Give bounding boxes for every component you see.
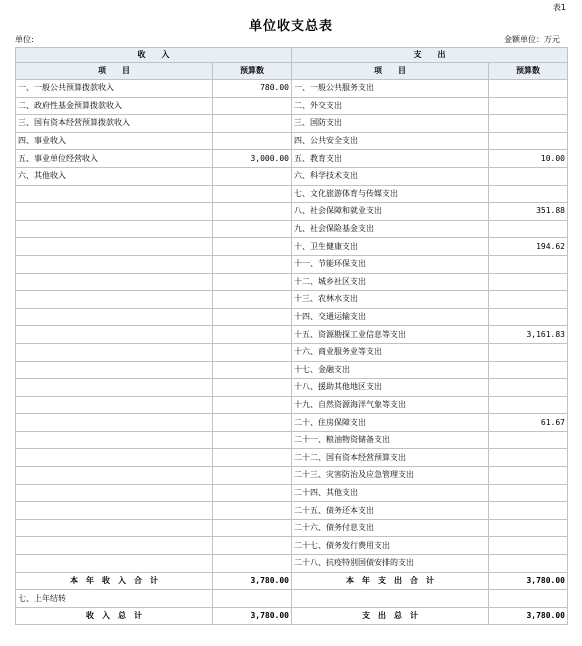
table-row <box>16 361 568 379</box>
income-budget-cell <box>213 132 292 150</box>
expense-item-cell: 二十七、债务发行费用支出 <box>292 537 489 555</box>
income-item-cell <box>16 519 213 537</box>
header-row-sections <box>16 48 568 63</box>
income-item-cell <box>16 467 213 485</box>
expense-budget-cell <box>489 361 568 379</box>
income-item-cell <box>16 203 213 221</box>
income-budget-cell <box>213 115 292 133</box>
income-item-cell <box>16 273 213 291</box>
expense-item-cell: 二、外交支出 <box>292 97 489 115</box>
table-row <box>16 167 568 185</box>
expense-item-cell: 八、社会保障和就业支出 <box>292 203 489 221</box>
table-row <box>16 273 568 291</box>
expense-item-cell: 九、社会保险基金支出 <box>292 220 489 238</box>
expense-item-cell: 十二、城乡社区支出 <box>292 273 489 291</box>
expense-item-cell: 二十四、其他支出 <box>292 484 489 502</box>
income-item-cell <box>16 308 213 326</box>
carryover-value <box>213 590 292 608</box>
table-row <box>16 484 568 502</box>
expense-grand-total-value: 3,780.00 <box>489 607 568 625</box>
expense-budget-cell <box>489 502 568 520</box>
expense-item-cell: 十七、金融支出 <box>292 361 489 379</box>
income-budget-cell <box>213 467 292 485</box>
expense-budget-cell: 61.67 <box>489 414 568 432</box>
income-budget-header: 预算数 <box>213 63 292 80</box>
income-item-cell <box>16 396 213 414</box>
table-row <box>16 97 568 115</box>
income-item-cell <box>16 326 213 344</box>
table-row <box>16 185 568 203</box>
expense-item-cell: 十三、农林水支出 <box>292 291 489 309</box>
expense-item-cell: 十一、节能环保支出 <box>292 255 489 273</box>
income-budget-cell <box>213 203 292 221</box>
income-item-cell: 一、一般公共预算拨款收入 <box>16 80 213 98</box>
income-budget-cell <box>213 379 292 397</box>
income-item-cell <box>16 431 213 449</box>
page-title: 单位收支总表 <box>248 19 333 34</box>
expense-item-cell: 二十、住房保障支出 <box>292 414 489 432</box>
income-item-cell <box>16 220 213 238</box>
income-budget-cell <box>213 396 292 414</box>
table-body <box>16 80 568 573</box>
income-budget-cell <box>213 431 292 449</box>
table-row <box>16 431 568 449</box>
income-budget-cell <box>213 343 292 361</box>
expense-budget-cell <box>489 132 568 150</box>
expense-item-cell: 十五、资源勘探工业信息等支出 <box>292 326 489 344</box>
income-budget-cell <box>213 555 292 573</box>
income-budget-cell <box>213 97 292 115</box>
expense-budget-cell <box>489 80 568 98</box>
income-item-cell <box>16 502 213 520</box>
expense-budget-header: 预算数 <box>489 63 568 80</box>
income-budget-cell <box>213 238 292 256</box>
income-budget-cell <box>213 361 292 379</box>
income-year-total-value: 3,780.00 <box>213 572 292 590</box>
table-row <box>16 255 568 273</box>
expense-item-cell: 二十八、抗疫特别国债安排的支出 <box>292 555 489 573</box>
table-row <box>16 414 568 432</box>
expense-item-cell: 五、教育支出 <box>292 150 489 168</box>
carryover-expense-item <box>292 590 489 608</box>
header-row-columns <box>16 63 568 80</box>
expense-budget-cell <box>489 431 568 449</box>
table-row <box>16 150 568 168</box>
table-row <box>16 396 568 414</box>
expense-budget-cell <box>489 255 568 273</box>
income-item-cell <box>16 379 213 397</box>
table-row <box>16 502 568 520</box>
expense-budget-cell <box>489 185 568 203</box>
income-item-cell <box>16 343 213 361</box>
table-row <box>16 132 568 150</box>
expense-item-cell: 十八、援助其他地区支出 <box>292 379 489 397</box>
table-row <box>16 537 568 555</box>
expense-item-cell: 三、国防支出 <box>292 115 489 133</box>
income-item-cell <box>16 449 213 467</box>
expense-item-cell: 十四、交通运输支出 <box>292 308 489 326</box>
expense-budget-cell: 3,161.83 <box>489 326 568 344</box>
income-budget-cell <box>213 291 292 309</box>
expense-budget-cell <box>489 220 568 238</box>
year-total-row <box>16 572 568 590</box>
expense-item-cell: 七、文化旅游体育与传媒支出 <box>292 185 489 203</box>
unit-label: 单位: <box>15 35 34 44</box>
table-row <box>16 238 568 256</box>
income-budget-cell: 780.00 <box>213 80 292 98</box>
table-row <box>16 115 568 133</box>
table-row <box>16 80 568 98</box>
expense-item-cell: 四、公共安全支出 <box>292 132 489 150</box>
expense-budget-cell: 194.62 <box>489 238 568 256</box>
income-item-cell: 六、其他收入 <box>16 167 213 185</box>
income-item-cell <box>16 361 213 379</box>
carryover-expense-value <box>489 590 568 608</box>
table-row <box>16 555 568 573</box>
expense-item-cell: 十六、商业服务业等支出 <box>292 343 489 361</box>
expense-budget-cell <box>489 555 568 573</box>
carryover-label: 七、上年结转 <box>16 590 213 608</box>
expense-year-total-label: 本 年 支 出 合 计 <box>292 572 489 590</box>
expense-budget-cell <box>489 449 568 467</box>
table-row <box>16 326 568 344</box>
income-item-cell <box>16 555 213 573</box>
income-item-cell: 五、事业单位经营收入 <box>16 150 213 168</box>
table-row <box>16 449 568 467</box>
expense-item-cell: 二十五、债务还本支出 <box>292 502 489 520</box>
income-budget-cell: 3,000.00 <box>213 150 292 168</box>
expense-budget-cell <box>489 291 568 309</box>
income-item-cell <box>16 537 213 555</box>
income-budget-cell <box>213 273 292 291</box>
expense-item-cell: 六、科学技术支出 <box>292 167 489 185</box>
expense-item-cell: 二十一、粮油物资储备支出 <box>292 431 489 449</box>
expense-budget-cell <box>489 115 568 133</box>
expense-budget-cell: 10.00 <box>489 150 568 168</box>
income-budget-cell <box>213 502 292 520</box>
expense-budget-cell: 351.88 <box>489 203 568 221</box>
income-budget-cell <box>213 537 292 555</box>
expense-budget-cell <box>489 308 568 326</box>
expense-budget-cell <box>489 396 568 414</box>
income-budget-cell <box>213 326 292 344</box>
carryover-row <box>16 590 568 608</box>
income-grand-total-value: 3,780.00 <box>213 607 292 625</box>
expense-item-cell: 二十三、灾害防治及应急管理支出 <box>292 467 489 485</box>
income-budget-cell <box>213 414 292 432</box>
expense-budget-cell <box>489 97 568 115</box>
table-row <box>16 379 568 397</box>
income-item-cell <box>16 238 213 256</box>
income-section-header: 收 入 <box>16 48 292 63</box>
income-item-cell <box>16 291 213 309</box>
income-budget-cell <box>213 308 292 326</box>
expense-budget-cell <box>489 343 568 361</box>
income-item-cell: 二、政府性基金预算拨款收入 <box>16 97 213 115</box>
expense-grand-total-label: 支 出 总 计 <box>292 607 489 625</box>
expense-item-cell: 二十六、债务付息支出 <box>292 519 489 537</box>
expense-budget-cell <box>489 273 568 291</box>
income-budget-cell <box>213 220 292 238</box>
income-budget-cell <box>213 519 292 537</box>
expense-item-cell: 二十二、国有资本经营预算支出 <box>292 449 489 467</box>
income-grand-total-label: 收 入 总 计 <box>16 607 213 625</box>
table-row <box>16 291 568 309</box>
income-budget-cell <box>213 167 292 185</box>
income-budget-cell <box>213 449 292 467</box>
table-row <box>16 343 568 361</box>
income-item-header: 项 目 <box>16 63 213 80</box>
expense-item-cell: 十九、自然资源海洋气象等支出 <box>292 396 489 414</box>
income-item-cell: 三、国有资本经营预算拨款收入 <box>16 115 213 133</box>
expense-budget-cell <box>489 519 568 537</box>
expense-budget-cell <box>489 537 568 555</box>
amount-unit-label: 金额单位：万元 <box>504 35 560 44</box>
income-budget-cell <box>213 484 292 502</box>
expense-item-cell: 十、卫生健康支出 <box>292 238 489 256</box>
income-item-cell <box>16 414 213 432</box>
income-item-cell <box>16 255 213 273</box>
table-row <box>16 220 568 238</box>
budget-summary-table <box>15 47 568 625</box>
table-row <box>16 519 568 537</box>
income-item-cell: 四、事业收入 <box>16 132 213 150</box>
table-number: 表1 <box>552 3 566 12</box>
table-row <box>16 203 568 221</box>
income-budget-cell <box>213 185 292 203</box>
expense-budget-cell <box>489 167 568 185</box>
expense-budget-cell <box>489 484 568 502</box>
expense-item-header: 项 目 <box>292 63 489 80</box>
expense-budget-cell <box>489 379 568 397</box>
table-row <box>16 308 568 326</box>
income-budget-cell <box>213 255 292 273</box>
grand-total-row <box>16 607 568 625</box>
expense-section-header: 支 出 <box>292 48 568 63</box>
income-year-total-label: 本 年 收 入 合 计 <box>16 572 213 590</box>
expense-budget-cell <box>489 467 568 485</box>
income-item-cell <box>16 185 213 203</box>
expense-item-cell: 一、一般公共服务支出 <box>292 80 489 98</box>
expense-year-total-value: 3,780.00 <box>489 572 568 590</box>
income-item-cell <box>16 484 213 502</box>
table-row <box>16 467 568 485</box>
